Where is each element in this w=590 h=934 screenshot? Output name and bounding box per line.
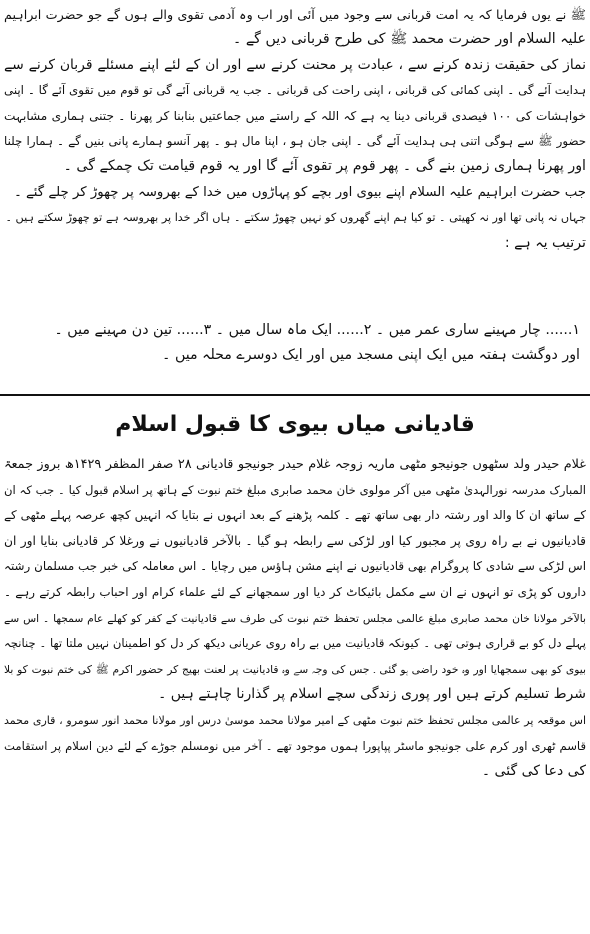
text-line: ﷺ نے یوں فرمایا کہ یہ امت قربانی سے وجود میں آئی اور اب وہ آدمی تقوی والے ہوں گے جو حضرت ابراہیم (4, 7, 586, 22)
text-line: علیہ السلام اور حضرت محمد ﷺ کی طرح قربانی دیں گے ۔ (233, 31, 586, 48)
text-line: پہلے دل کو بے قراری ہوتی تھی ۔ کیونکہ قادیانیت میں بے راہ روی عریانی دیکھ کر دل کو اطمینان نہیں ملتا تھا ۔ چنانچہ (4, 636, 586, 651)
text-line: کی دعا کی گئی ۔ (481, 763, 586, 780)
text-line: غلام حیدر ولد سٹھوں جونیجو مٹھی ماریہ زوجہ غلام حیدر جونیجو قادیانی ۲۸ صفر المظفر ۱۴۲۹ھ بروز جمعۃ (4, 457, 586, 472)
section-divider (0, 394, 590, 396)
top-article-text (4, 2, 586, 256)
text-line: اس لڑکی سے شادی کا پروگرام بھی قادیانیوں نے اپنے مشن ہاؤس میں رچایا ۔ اس معاملہ کی خبر جب مسلمان رشتہ (4, 559, 586, 574)
text-line: حضور ﷺ سے ہوگی اتنی ہی ہدایت آئے گی ۔ اپنی جان ہو ، اپنا مال ہو ۔ پھر آنسو ہمارے پانی بنیں گے ۔ ہمارا چلنا (4, 134, 586, 149)
schedule-list (4, 318, 586, 369)
text-line: نماز کی حقیقت زندہ کرنے سے ، عبادت پر محنت کرنے سے اور ان کے لئے اپنے مسئلے قربان کرنے سے (4, 56, 586, 73)
text-line: ہدایت آئے گی ۔ اپنی کمائی کی قربانی ، اپنی راحت کی قربانی ۔ جب یہ قربانی آئے گی تو قوم میں تقوی آئے گا ۔ اپنی (4, 83, 586, 98)
text-line: اس موقعہ پر عالمی مجلس تحفظ ختم نبوت مٹھی کے امیر مولانا محمد موسیٰ درس اور مولانا محمد انور سومرو ، قاری محمد (4, 713, 586, 727)
list-item: اور دوگشت ہفتہ میں ایک اپنی مسجد میں اور ایک دوسرے محلہ میں ۔ (162, 347, 580, 364)
text-line: شرط تسلیم کرتے ہیں اور پوری زندگی سچے اسلام پر گذارنا چاہتے ہیں ۔ (158, 686, 586, 703)
text-line: ترتیب یہ ہے : (504, 234, 586, 251)
text-line: اور پھرنا ہماری زمین بنے گی ۔ پھر قوم پر تقوی آئے گا اور یہ قوم قیامت تک چمکے گی ۔ (63, 158, 586, 175)
text-line: داروں کو پڑی تو انہوں نے ان سے مکمل بائیکاٹ کر دیا اور سمجھانے کے لئے علماء کرام اور احباب رابطہ کرتے رہے ۔ (4, 584, 586, 599)
text-line: جب حضرت ابراہیم علیہ السلام اپنے بیوی اور بچے کو پہاڑوں میں خدا کے بھروسہ پر چھوڑ کر چلے گئے ۔ (13, 184, 586, 200)
section-heading: قادیانی میاں بیوی کا قبول اسلام (115, 412, 475, 437)
text-line: کے ساتھ ان کا والد اور رشتہ دار بھی ساتھ تھے ۔ کلمہ پڑھنے کے بعد انہوں نے بتایا کہ انہیں کچھ عرصہ پہلے مٹھی کے (4, 508, 586, 523)
text-line: بیوی کو بھی سمجھایا اور وہ خود راضی ہو گئی ۔ جس کی وجہ سے وہ قادیانیت پر لعنت بھیج کر حضور اکرم ﷺ کی ختم نبوت کو بلا (4, 662, 586, 676)
text-line: خواہشات کی ۱۰۰ فیصدی قربانی دینا یہ ہے کہ اللہ کے راستے میں جماعتیں بنابنا کر پھرنا ۔ جتنی ہماری مشابہت (4, 108, 586, 123)
list-item: ۱...... چار مہینے ساری عمر میں ۔ ۲...... ایک ماہ سال میں ۔ ۳...... تین دن مہینے میں ۔ (54, 322, 580, 338)
text-line: قاسم ٹھری اور کرم علی جونیجو ماسٹر پپاپورا ہموں موجود تھے ۔ آخر میں نومسلم جوڑے کے لئے دین اسلام پر استقامت (4, 738, 586, 753)
text-line: جہاں نہ پانی تھا اور نہ کھیتی ۔ تو کیا ہم اپنے گھروں کو نہیں چھوڑ سکتے ۔ ہاں اگر خدا پر بھروسہ ہے تو چھوڑ سکتے ہیں ۔ (5, 211, 586, 225)
text-line: قادیانیوں نے بے راہ روی پر مجبور کیا اور لڑکی سے رابطہ ہو گیا ۔ بالآخر قادیانیوں نے ورغلا کر قادیانی بنایا اور ان (4, 533, 586, 548)
bottom-article-text (4, 452, 586, 785)
text-line: المبارک مدرسہ نورالہدیٰ مٹھی میں آکر مولوی خان محمد صابری مبلغ ختم نبوت کے ہاتھ پر اسلام قبول کیا ۔ جب کہ ان (4, 482, 586, 497)
text-line: بالآخر مولانا خان محمد صابری مبلغ عالمی مجلس تحفظ ختم نبوت کی طرف سے قادیانیت کے کفر کو کھلے عام سمجھا ۔ اس سے (4, 611, 586, 625)
